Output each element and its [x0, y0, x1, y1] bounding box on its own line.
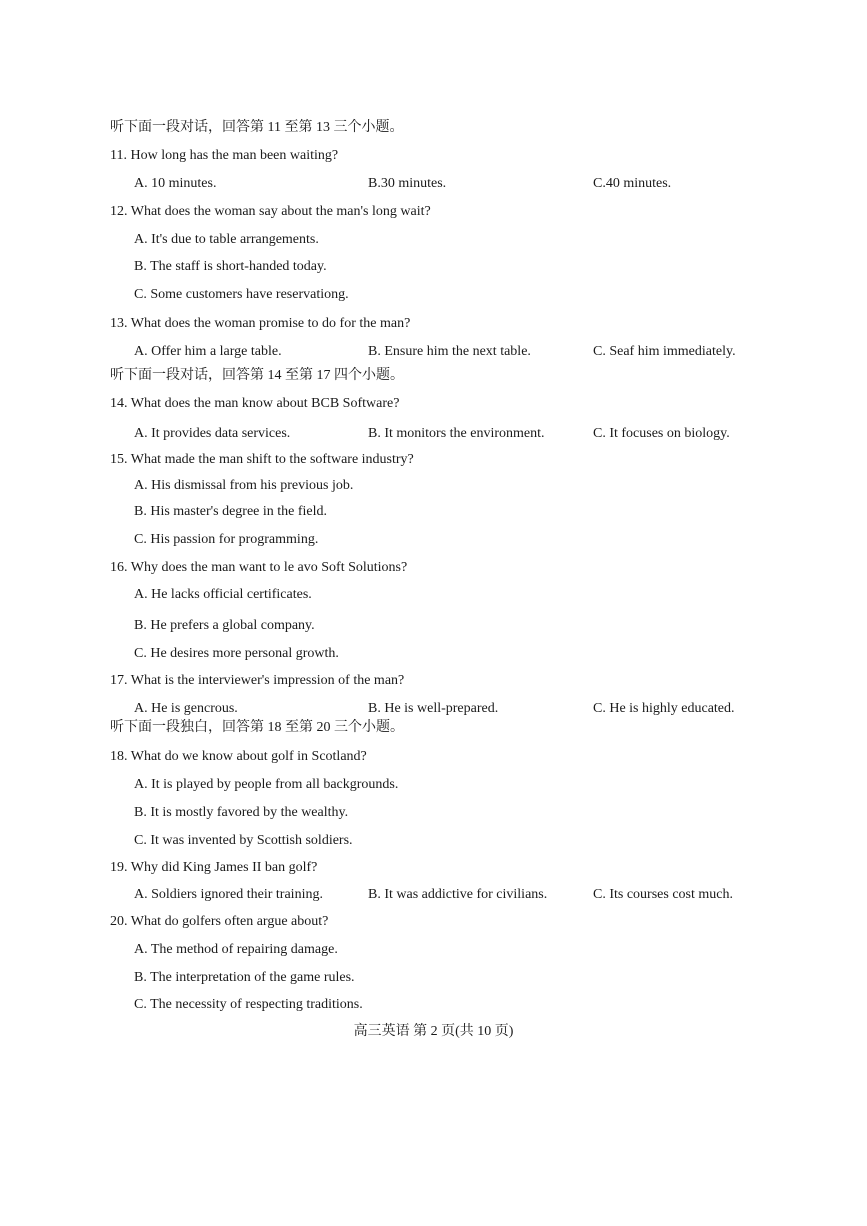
option-14-b: B. It monitors the environment. [368, 426, 545, 441]
question-20: 20. What do golfers often argue about? [110, 914, 329, 929]
option-18-a: A. It is played by people from all backgrounds. [134, 777, 399, 792]
option-19-c: C. Its courses cost much. [593, 887, 733, 902]
question-18: 18. What do we know about golf in Scotland? [110, 749, 367, 764]
question-12: 12. What does the woman say about the man's long wait? [110, 204, 431, 219]
option-12-b: B. The staff is short-handed today. [134, 259, 327, 274]
question-11: 11. How long has the man been waiting? [110, 148, 339, 163]
option-13-a: A. Offer him a large table. [134, 344, 282, 359]
section-intro: 听下面一段对话，回答第 14 至第 17 四个小题。 [110, 368, 404, 383]
section-intro: 听下面一段对话，回答第 11 至第 13 三个小题。 [110, 120, 404, 135]
option-18-b: B. It is mostly favored by the wealthy. [134, 805, 349, 820]
option-11-b: B.30 minutes. [368, 176, 447, 191]
option-17-c: C. He is highly educated. [593, 701, 735, 716]
option-20-b: B. The interpretation of the game rules. [134, 970, 355, 985]
question-14: 14. What does the man know about BCB Software? [110, 396, 400, 411]
option-19-a: A. Soldiers ignored their training. [134, 887, 323, 902]
option-11-a: A. 10 minutes. [134, 176, 217, 191]
option-16-b: B. He prefers a global company. [134, 618, 315, 633]
option-20-a: A. The method of repairing damage. [134, 942, 338, 957]
question-13: 13. What does the woman promise to do for the man? [110, 316, 411, 331]
option-12-c: C. Some customers have reservationg. [134, 287, 349, 302]
option-11-c: C.40 minutes. [593, 176, 672, 191]
question-19: 19. Why did King James II ban golf? [110, 860, 318, 875]
option-13-c: C. Seaf him immediately. [593, 344, 736, 359]
question-17: 17. What is the interviewer's impression of the man? [110, 673, 405, 688]
option-18-c: C. It was invented by Scottish soldiers. [134, 833, 353, 848]
option-13-b: B. Ensure him the next table. [368, 344, 531, 359]
option-19-b: B. It was addictive for civilians. [368, 887, 548, 902]
question-16: 16. Why does the man want to le avo Soft Solutions? [110, 560, 408, 575]
option-15-c: C. His passion for programming. [134, 532, 319, 547]
option-17-b: B. He is well-prepared. [368, 701, 499, 716]
option-15-b: B. His master's degree in the field. [134, 504, 328, 519]
option-12-a: A. It's due to table arrangements. [134, 232, 319, 247]
page-footer: 高三英语 第 2 页(共 10 页) [353, 1024, 514, 1039]
option-16-a: A. He lacks official certificates. [134, 587, 312, 602]
option-20-c: C. The necessity of respecting traditions. [134, 997, 363, 1012]
option-15-a: A. His dismissal from his previous job. [134, 478, 354, 493]
option-14-a: A. It provides data services. [134, 426, 291, 441]
option-14-c: C. It focuses on biology. [593, 426, 730, 441]
question-15: 15. What made the man shift to the software industry? [110, 452, 414, 467]
option-16-c: C. He desires more personal growth. [134, 646, 339, 661]
section-intro: 听下面一段独白，回答第 18 至第 20 三个小题。 [110, 720, 404, 735]
option-17-a: A. He is gencrous. [134, 701, 238, 716]
